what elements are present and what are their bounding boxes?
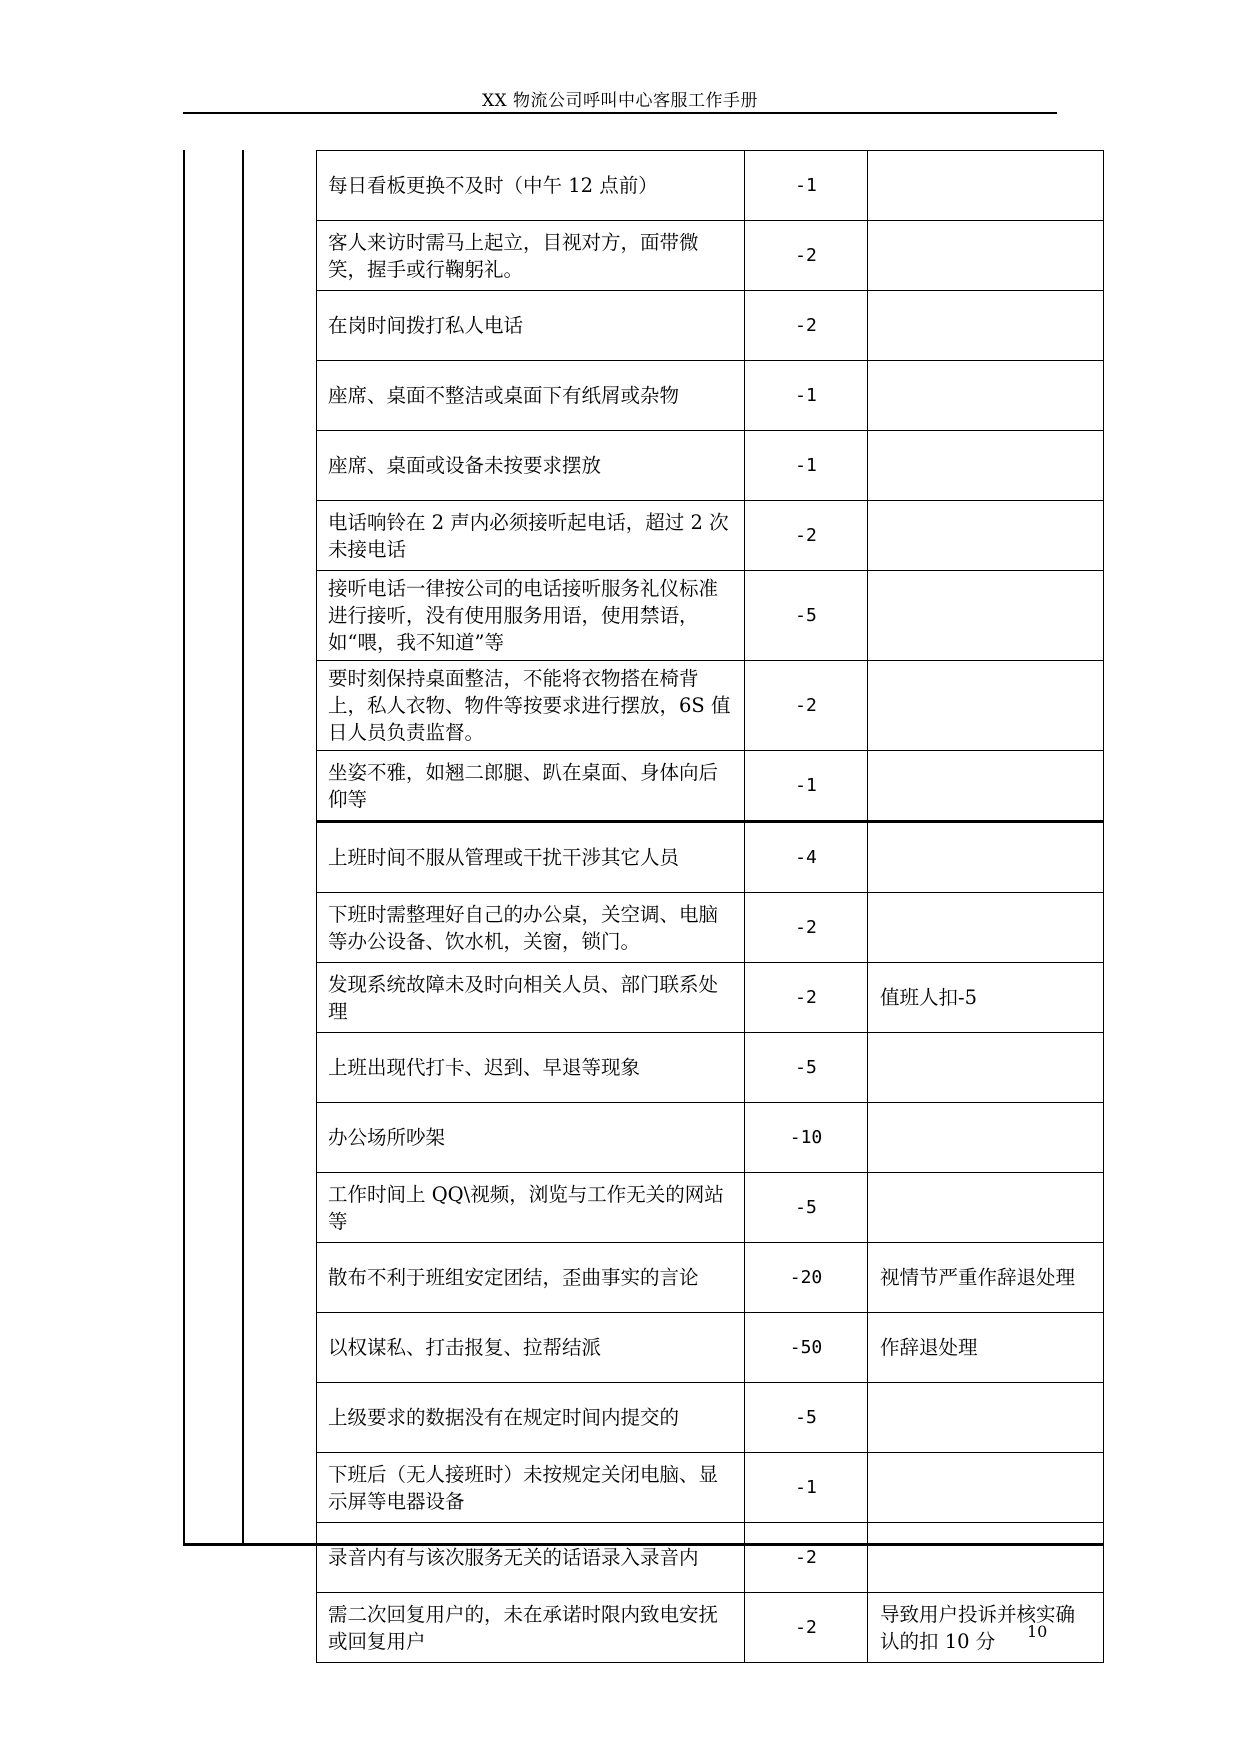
note-cell: 导致用户投诉并核实确认的扣 10 分	[868, 1593, 1104, 1663]
note-cell	[868, 221, 1104, 291]
table-column-divider-1	[242, 150, 244, 1544]
rule-item-cell: 坐姿不雅，如翘二郎腿、趴在桌面、身体向后仰等	[317, 751, 745, 822]
score-cell: -5	[745, 1033, 868, 1103]
note-cell	[868, 1033, 1104, 1103]
rule-item-cell: 录音内有与该次服务无关的话语录入录音内	[317, 1523, 745, 1593]
note-cell	[868, 571, 1104, 661]
score-cell: -2	[745, 1523, 868, 1593]
table-row	[317, 501, 1104, 571]
note-cell	[868, 431, 1104, 501]
table-row	[317, 1523, 1104, 1593]
rule-item-cell: 需二次回复用户的，未在承诺时限内致电安抚或回复用户	[317, 1593, 745, 1663]
rule-item-cell: 散布不利于班组安定团结，歪曲事实的言论	[317, 1243, 745, 1313]
note-cell	[868, 1383, 1104, 1453]
table-row	[317, 361, 1104, 431]
rule-item-cell: 接听电话一律按公司的电话接听服务礼仪标准进行接听，没有使用服务用语，使用禁语，如“喂，我不知道”等	[317, 571, 745, 661]
score-cell: -2	[745, 291, 868, 361]
rule-item-cell: 发现系统故障未及时向相关人员、部门联系处理	[317, 963, 745, 1033]
score-cell: -1	[745, 151, 868, 221]
rule-item-cell: 上班时间不服从管理或干扰干涉其它人员	[317, 822, 745, 893]
note-cell: 值班人扣-5	[868, 963, 1104, 1033]
rule-item-cell: 以权谋私、打击报复、拉帮结派	[317, 1313, 745, 1383]
rule-item-cell: 上级要求的数据没有在规定时间内提交的	[317, 1383, 745, 1453]
note-cell	[868, 751, 1104, 822]
score-cell: -5	[745, 571, 868, 661]
rule-item-cell: 电话响铃在 2 声内必须接听起电话，超过 2 次未接电话	[317, 501, 745, 571]
header-divider	[183, 112, 1057, 114]
score-cell: -10	[745, 1103, 868, 1173]
note-cell: 作辞退处理	[868, 1313, 1104, 1383]
table-row	[317, 1103, 1104, 1173]
rule-item-cell: 要时刻保持桌面整洁，不能将衣物搭在椅背上，私人衣物、物件等按要求进行摆放，6S 值日人员负责监督。	[317, 661, 745, 751]
table-bottom-border	[183, 1543, 1103, 1546]
score-cell: -20	[745, 1243, 868, 1313]
table-row	[317, 151, 1104, 221]
table-row	[317, 291, 1104, 361]
score-cell: -2	[745, 501, 868, 571]
table-row	[317, 893, 1104, 963]
score-cell: -1	[745, 431, 868, 501]
score-cell: -5	[745, 1173, 868, 1243]
score-cell: -5	[745, 1383, 868, 1453]
table-row	[317, 431, 1104, 501]
table-row	[317, 1313, 1104, 1383]
note-cell	[868, 151, 1104, 221]
rule-item-cell: 工作时间上 QQ\视频，浏览与工作无关的网站等	[317, 1173, 745, 1243]
rule-item-cell: 每日看板更换不及时（中午 12 点前）	[317, 151, 745, 221]
page-number: 10	[1027, 1622, 1048, 1641]
score-cell: -2	[745, 1593, 868, 1663]
note-cell: 视情节严重作辞退处理	[868, 1243, 1104, 1313]
deduction-table	[316, 150, 1104, 1663]
table-row	[317, 751, 1104, 822]
table-row	[317, 221, 1104, 291]
table-row	[317, 822, 1104, 893]
table-row	[317, 1593, 1104, 1663]
note-cell	[868, 501, 1104, 571]
rule-item-cell: 下班时需整理好自己的办公桌，关空调、电脑等办公设备、饮水机，关窗，锁门。	[317, 893, 745, 963]
table-row	[317, 1243, 1104, 1313]
rule-item-cell: 办公场所吵架	[317, 1103, 745, 1173]
table-left-border	[183, 150, 185, 1544]
rule-item-cell: 上班出现代打卡、迟到、早退等现象	[317, 1033, 745, 1103]
score-cell: -2	[745, 963, 868, 1033]
rule-item-cell: 客人来访时需马上起立，目视对方，面带微笑，握手或行鞠躬礼。	[317, 221, 745, 291]
note-cell	[868, 893, 1104, 963]
table-row	[317, 963, 1104, 1033]
note-cell	[868, 822, 1104, 893]
rule-item-cell: 座席、桌面或设备未按要求摆放	[317, 431, 745, 501]
note-cell	[868, 361, 1104, 431]
note-cell	[868, 291, 1104, 361]
note-cell	[868, 1173, 1104, 1243]
score-cell: -1	[745, 361, 868, 431]
table-row	[317, 661, 1104, 751]
rule-item-cell: 下班后（无人接班时）未按规定关闭电脑、显示屏等电器设备	[317, 1453, 745, 1523]
note-cell	[868, 1453, 1104, 1523]
score-cell: -2	[745, 221, 868, 291]
table-row	[317, 1033, 1104, 1103]
score-cell: -4	[745, 822, 868, 893]
table-row	[317, 1173, 1104, 1243]
table-row	[317, 571, 1104, 661]
score-cell: -1	[745, 751, 868, 822]
note-cell	[868, 661, 1104, 751]
rule-item-cell: 座席、桌面不整洁或桌面下有纸屑或杂物	[317, 361, 745, 431]
score-cell: -2	[745, 893, 868, 963]
score-cell: -50	[745, 1313, 868, 1383]
table-row	[317, 1383, 1104, 1453]
table-row	[317, 1453, 1104, 1523]
rule-item-cell: 在岗时间拨打私人电话	[317, 291, 745, 361]
score-cell: -2	[745, 661, 868, 751]
note-cell	[868, 1523, 1104, 1593]
page-header-title: XX 物流公司呼叫中心客服工作手册	[481, 91, 759, 111]
note-cell	[868, 1103, 1104, 1173]
score-cell: -1	[745, 1453, 868, 1523]
